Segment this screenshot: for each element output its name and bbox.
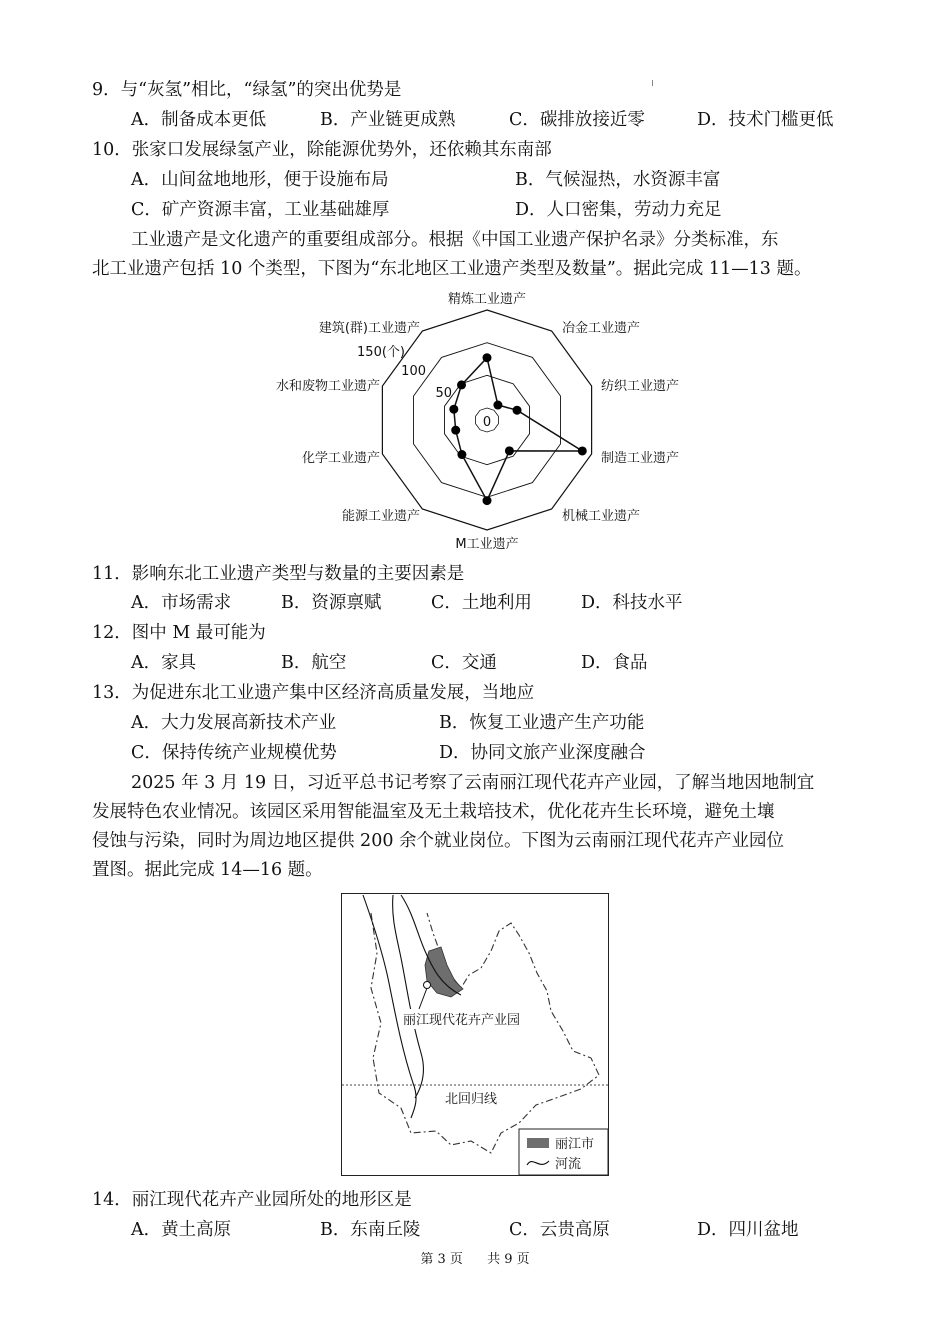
radar-point bbox=[457, 450, 466, 459]
q11-option-a: A．市场需求 bbox=[131, 593, 232, 613]
radar-point bbox=[493, 401, 502, 410]
q11-option-d: D．科技水平 bbox=[581, 593, 683, 613]
radar-category-label: 能源工业遗产 bbox=[341, 509, 420, 524]
q14-option-c: C．云贵高原 bbox=[509, 1220, 610, 1240]
radar-category-label: 纺织工业遗产 bbox=[601, 379, 680, 394]
page-footer bbox=[0, 1248, 950, 1267]
q11-option-b: B．资源禀赋 bbox=[281, 593, 382, 613]
passage1-line1: 工业遗产是文化遗产的重要组成部分。根据《中国工业遗产保护名录》分类标准，东 bbox=[131, 230, 779, 250]
radar-point bbox=[505, 446, 514, 455]
q10-option-b: B．气候湿热，水资源丰富 bbox=[515, 170, 721, 190]
radar-tick-label: 150(个) bbox=[357, 345, 405, 360]
q10-option-c: C．矿产资源丰富，工业基础雄厚 bbox=[131, 200, 390, 220]
q10-option-a: A．山间盆地地形，便于设施布局 bbox=[131, 170, 389, 190]
radar-point bbox=[457, 380, 466, 389]
radar-chart bbox=[240, 282, 710, 554]
radar-point bbox=[483, 496, 492, 505]
radar-point bbox=[513, 406, 522, 415]
radar-tick-label: 100 bbox=[401, 364, 426, 379]
passage2-line1: 2025 年 3 月 19 日，习近平总书记考察了云南丽江现代花卉产业园，了解当地因地制宜 bbox=[131, 773, 815, 793]
q12-option-c: C．交通 bbox=[431, 653, 497, 673]
q13-option-a: A．大力发展高新技术产业 bbox=[131, 713, 337, 733]
legend-city-label: 丽江市 bbox=[555, 1137, 595, 1152]
radar-category-label: 建筑(群)工业遗产 bbox=[318, 321, 420, 336]
legend-city-swatch bbox=[527, 1138, 549, 1148]
q11-stem: 11．影响东北工业遗产类型与数量的主要因素是 bbox=[92, 564, 465, 584]
q14-stem: 14．丽江现代花卉产业园所处的地形区是 bbox=[92, 1190, 412, 1210]
park-marker bbox=[424, 982, 431, 989]
q13-option-d: D．协同文旅产业深度融合 bbox=[439, 743, 646, 763]
radar-category-labels bbox=[276, 291, 679, 552]
q13-option-c: C．保持传统产业规模优势 bbox=[131, 743, 337, 763]
q13-option-b: B．恢复工业遗产生产功能 bbox=[439, 713, 645, 733]
radar-series-line bbox=[454, 358, 582, 501]
radar-category-label: 水和废物工业遗产 bbox=[275, 379, 380, 394]
park-label: 丽江现代花卉产业园 bbox=[403, 1013, 521, 1028]
q14-option-d: D．四川盆地 bbox=[697, 1220, 799, 1240]
q9-option-b: B．产业链更成熟 bbox=[320, 110, 456, 130]
q14-option-b: B．东南丘陵 bbox=[320, 1220, 421, 1240]
q9-option-c: C．碳排放接近零 bbox=[509, 110, 645, 130]
radar-point bbox=[449, 405, 458, 414]
page-total: 共 9 页 bbox=[487, 1252, 530, 1267]
q10-stem: 10．张家口发展绿氢产业，除能源优势外，还依赖其东南部 bbox=[92, 140, 552, 160]
q9-stem: 9．与“灰氢”相比，“绿氢”的突出优势是 bbox=[92, 80, 402, 100]
q13-stem: 13．为促进东北工业遗产集中区经济高质量发展，当地应 bbox=[92, 683, 535, 703]
q9-option-d: D．技术门槛更低 bbox=[697, 110, 834, 130]
legend-river-label: 河流 bbox=[555, 1157, 582, 1172]
radar-category-label: 精炼工业遗产 bbox=[447, 292, 527, 307]
q14-option-a: A．黄土高原 bbox=[131, 1220, 232, 1240]
radar-category-label: M工业遗产 bbox=[455, 537, 519, 552]
location-map bbox=[341, 893, 609, 1176]
passage2-line4: 置图。据此完成 14—16 题。 bbox=[92, 860, 323, 880]
q12-stem: 12．图中 M 最可能为 bbox=[92, 623, 266, 643]
tropic-label: 北回归线 bbox=[445, 1092, 498, 1107]
q11-option-c: C．土地利用 bbox=[431, 593, 532, 613]
radar-point bbox=[483, 353, 492, 362]
passage1-line2: 北工业遗产包括 10 个类型，下图为“东北地区工业遗产类型及数量”。据此完成 11—13 题。 bbox=[92, 259, 812, 279]
scan-mark bbox=[652, 80, 653, 86]
q9-option-a: A．制备成本更低 bbox=[131, 110, 267, 130]
radar-category-label: 机械工业遗产 bbox=[562, 509, 641, 524]
radar-point bbox=[451, 426, 460, 435]
q12-option-d: D．食品 bbox=[581, 653, 648, 673]
passage2-line2: 发展特色农业情况。该园区采用智能温室及无土栽培技术，优化花卉生长环境，避免土壤 bbox=[92, 802, 775, 822]
radar-tick-label: 50 bbox=[435, 386, 452, 401]
passage2-line3: 侵蚀与污染，同时为周边地区提供 200 余个就业岗位。下图为云南丽江现代花卉产业园位 bbox=[92, 831, 785, 851]
radar-category-label: 冶金工业遗产 bbox=[562, 321, 641, 336]
radar-point bbox=[578, 446, 587, 455]
radar-tick-label: 0 bbox=[482, 415, 492, 430]
radar-category-label: 化学工业遗产 bbox=[301, 451, 380, 466]
q10-option-d: D．人口密集，劳动力充足 bbox=[515, 200, 722, 220]
page-number: 第 3 页 bbox=[420, 1252, 463, 1267]
q12-option-b: B．航空 bbox=[281, 653, 347, 673]
radar-category-label: 制造工业遗产 bbox=[601, 451, 680, 466]
q12-option-a: A．家具 bbox=[131, 653, 197, 673]
